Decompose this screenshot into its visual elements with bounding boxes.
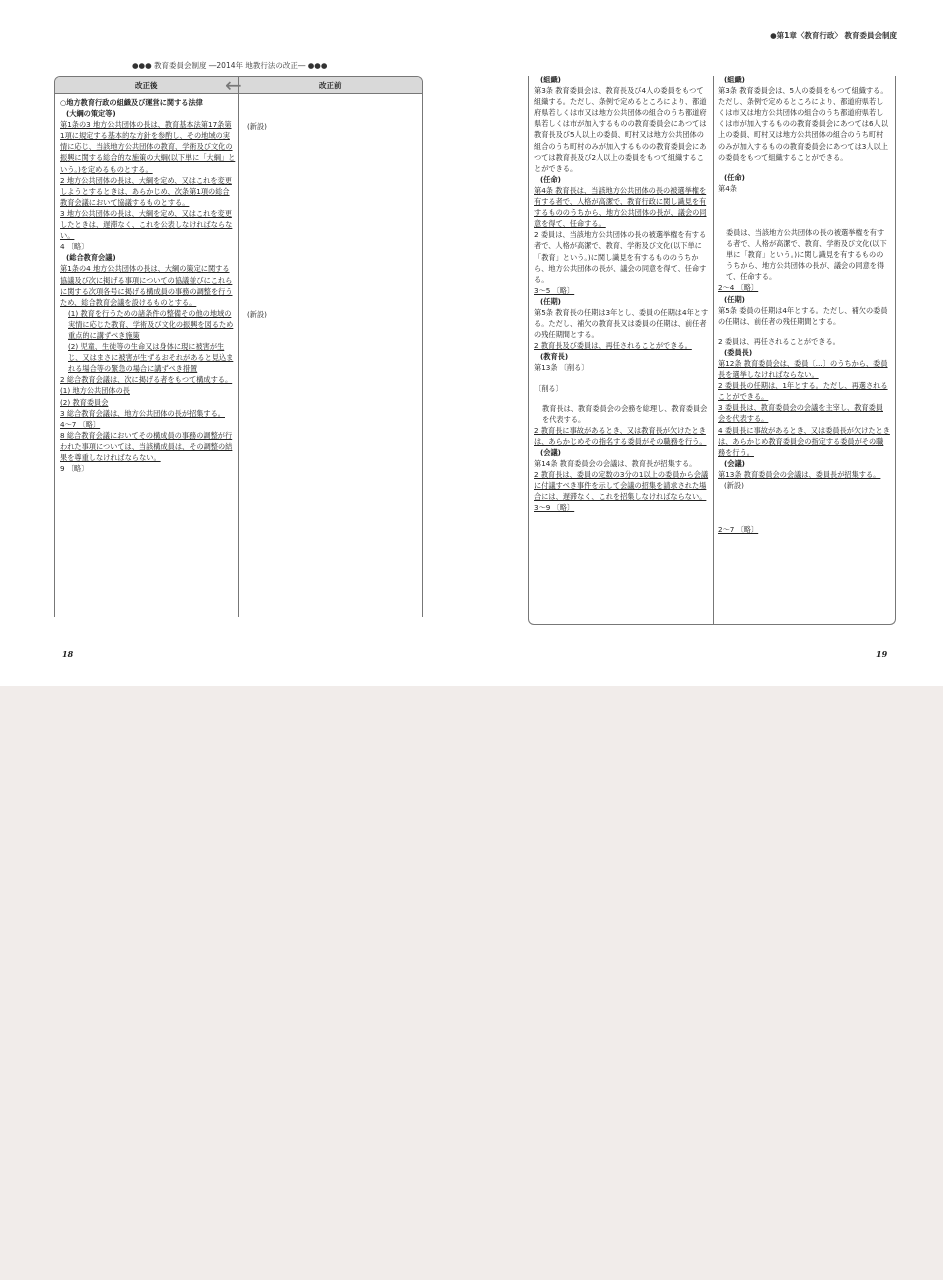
- article-paragraph: 第4条 教育長は、当該地方公共団体の長の被選挙権を有する者で、人格が高潔で、教育行政に関し識見を有するもののうちから、地方公共団体の長が、議会の同意を得て、任命する。: [534, 185, 707, 229]
- article-item: (1) 教育を行うための諸条件の整備その他の地域の実情に応じた教育、学術及び文化の振興を図るため重点的に講ずべき施策: [68, 308, 234, 340]
- article-paragraph: 第13条 教育委員会の会議は、委員長が招集する。: [718, 469, 881, 479]
- column-before: [718, 76, 890, 535]
- article-paragraph: 2 教育長は、委員の定数の3分の1以上の委員から会議に付議すべき事件を示して会議の招集を請求された場合には、遅滞なく、これを招集しなければならない。: [534, 470, 709, 502]
- column-divider: [238, 93, 239, 617]
- article-paragraph: 第12条 教育委員会は、委員〔…〕のうちから、委員長を選挙しなければならない。: [718, 358, 888, 380]
- article-paragraph: 2 委員は、再任されることができる。: [718, 336, 840, 346]
- article-paragraph: 8 総合教育会議においてその構成員の事務の調整が行われた事項については、当該構成員は、その調整の結果を尊重しなければならない。: [60, 430, 233, 462]
- section-heading: (会議): [724, 458, 745, 468]
- section-heading: (組織): [724, 76, 745, 84]
- article-paragraph: 3〜9 〔略〕: [534, 503, 575, 513]
- article-item: (2) 児童、生徒等の生命又は身体に現に被害が生じ、又はまさに被害が生ずるおそれがあると見込まれる場合等の緊急の場合に講ずべき措置: [68, 342, 234, 374]
- arrow-left-icon: ←: [225, 73, 242, 97]
- article-paragraph: 2 教育長に事故があるとき、又は教育長が欠けたときは、あらかじめその指名する委員がその職務を行う。: [534, 425, 707, 446]
- article-paragraph: 3〜5 〔略〕: [534, 285, 575, 295]
- article-paragraph: 2〜4 〔略〕: [718, 283, 759, 293]
- new-note: (新設): [247, 122, 267, 131]
- article-paragraph: 9 〔略〕: [60, 464, 89, 474]
- article-paragraph: 2 委員は、当該地方公共団体の長の被選挙権を有する者で、人格が高潔で、教育、学術及び文化(以下単に「教育」という。)に関し識見を有するもののうちから、地方公共団体の長が、議会の同意を得て、任命する。: [534, 230, 707, 284]
- column-after: [60, 97, 236, 474]
- law-title: ○地方教育行政の組織及び運営に関する法律: [60, 98, 203, 107]
- page-number-left: 18: [62, 649, 74, 659]
- column-header-after: 改正後: [135, 80, 158, 90]
- section-heading: (大綱の策定等): [66, 109, 116, 119]
- article-paragraph: 第14条 教育委員会の会議は、教育長が招集する。: [534, 459, 697, 469]
- section-heading: (会議): [540, 448, 561, 457]
- article-paragraph: 2〜7 〔略〕: [718, 525, 759, 535]
- article-paragraph: 3 総合教育会議は、地方公共団体の長が招集する。: [60, 408, 225, 418]
- section-heading: (任命): [724, 172, 745, 182]
- article-paragraph: 第4条: [718, 183, 737, 193]
- article-paragraph: 2 総合教育会議は、次に掲げる者をもつて構成する。: [60, 375, 233, 385]
- article-paragraph: 委員は、当該地方公共団体の長の被選挙権を有する者で、人格が高潔で、教育、学術及び文化(以下単に「教育」という。)に関し識見を有するもののうちから、地方公共団体の長が、議会の同意を得て、任命する。: [726, 227, 887, 282]
- comparison-table-left: [54, 73, 423, 617]
- article-paragraph: 3 委員長は、教育委員会の会議を主宰し、教育委員会を代表する。: [718, 403, 883, 424]
- new-note: (新設): [724, 481, 744, 490]
- article-paragraph: 第3条 教育委員会は、5人の委員をもつて組織する。ただし、条例で定めるところにより、都道府県若しくは市又は地方公共団体の組合のうち都道府県若しくは市が加入するものの教育委員会にあつては6人以上の委員、町村又は地方公共団体の組合のうち町村のみが加入するものの教育委員会にあつては3人以上の委員をもつて組織することができる。: [718, 86, 888, 162]
- new-note: (新設): [247, 310, 267, 320]
- section-heading: (任期): [724, 294, 745, 304]
- section-heading: (委員長): [724, 347, 753, 357]
- article-paragraph: 第13条 〔削る〕: [534, 363, 589, 373]
- article-paragraph: 4 委員長に事故があるとき、又は委員長が欠けたときは、あらかじめ教育委員会の指定する委員がその職務を行う。: [718, 425, 890, 457]
- article-item: (1) 地方公共団体の長: [60, 386, 130, 396]
- section-heading: (組織): [540, 76, 561, 84]
- article-item: (2) 教育委員会: [60, 397, 109, 407]
- article-paragraph: 第1条の4 地方公共団体の長は、大綱の策定に関する協議及び次に掲げる事項についての協議並びにこれらに関する次項各号に掲げる構成員の事務の調整を行うため、総合教育会議を設けるものとする。: [60, 264, 233, 307]
- section-heading: (任命): [540, 174, 561, 184]
- section-heading: (任期): [540, 296, 561, 306]
- article-paragraph: 4〜7 〔略〕: [60, 419, 101, 429]
- article-paragraph: 4 〔略〕: [60, 242, 89, 252]
- article-paragraph: 第1条の3 地方公共団体の長は、教育基本法第17条第1項に規定する基本的な方針を参酌し、その地域の実情に応じ、当該地方公共団体の教育、学術及び文化の振興に関する総合的な施策の大綱(以下単に「大綱」という。)を定めるものとする。: [60, 120, 236, 174]
- article-paragraph: 〔削る〕: [534, 383, 563, 393]
- column-divider: [713, 76, 714, 624]
- article-paragraph: 3 地方公共団体の長は、大綱を定め、又はこれを変更したときは、遅滞なく、これを公表しなければならない。: [60, 208, 233, 241]
- page-number-right: 19: [876, 649, 888, 659]
- article-paragraph: 2 地方公共団体の長は、大綱を定め、又はこれを変更しようとするときは、あらかじめ、次条第1項の総合教育会議において協議するものとする。: [60, 175, 232, 207]
- article-paragraph: 2 委員長の任期は、1年とする。ただし、再選されることができる。: [718, 381, 888, 402]
- article-paragraph: 教育長は、教育委員会の会務を総理し、教育委員会を代表する。: [542, 403, 708, 424]
- article-paragraph: 第5条 教育長の任期は3年とし、委員の任期は4年とする。ただし、補欠の教育長又は委員の任期は、前任者の残任期間とする。: [534, 307, 709, 340]
- column-before: [247, 97, 417, 320]
- article-paragraph: 第5条 委員の任期は4年とする。ただし、補欠の委員の任期は、前任者の残任期間とする。: [718, 305, 888, 326]
- column-after: [534, 76, 710, 514]
- section-heading: (総合教育会議): [66, 253, 116, 263]
- column-header-before: 改正前: [238, 77, 423, 93]
- article-paragraph: 2 教育長及び委員は、再任されることができる。: [534, 341, 692, 351]
- running-header-right: ●第1章〈教育行政〉 教育委員会制度: [770, 31, 897, 40]
- running-header-left: ●●● 教育委員会制度 ―2014年 地教行法の改正― ●●●: [132, 61, 328, 70]
- section-heading: (教育長): [540, 352, 569, 362]
- comparison-table-right: [528, 76, 896, 625]
- article-paragraph: 第3条 教育委員会は、教育長及び4人の委員をもつて組織する。ただし、条例で定めるところにより、都道府県若しくは市又は地方公共団体の組合のうち都道府県若しくは市が加入するものの教育委員会にあつては教育長及び5人以上の委員、町村又は地方公共団体の組合のうち町村のみが加入するものの教育委員会にあつては教育長及び2人以上の委員をもつて組織することができる。: [534, 86, 707, 173]
